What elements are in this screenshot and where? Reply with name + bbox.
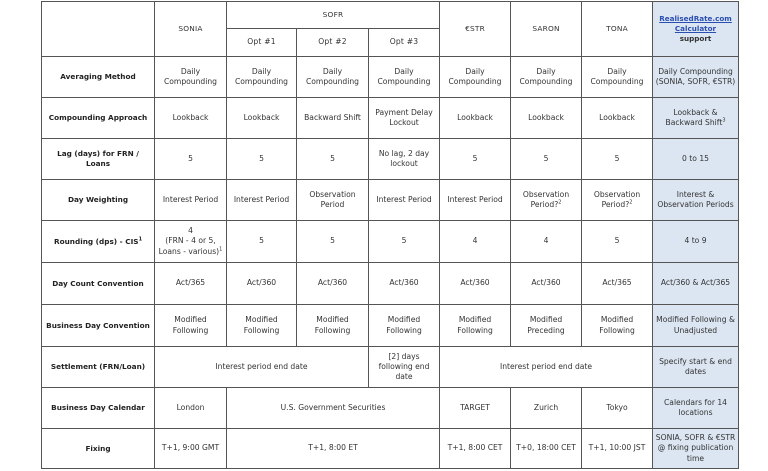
cell-estr: Modified Following [440,305,511,347]
cell-tona: Tokyo [582,388,653,429]
row-day-count [42,263,739,305]
cell-sofr-opt1: Modified Following [227,305,297,347]
cell-support: 0 to 15 [653,139,739,180]
footnote-marker: 2 [558,199,562,206]
row-label [42,221,155,263]
cell-support: SONIA, SOFR & €STR @ fixing publication time [653,429,739,469]
row-settlement [42,347,739,388]
header-sonia: SONIA [155,2,227,57]
row-fixing [42,429,739,469]
cell-sofr-opt1: 5 [227,221,297,263]
row-label: Day Weighting [42,180,155,221]
footnote-marker: 3 [722,117,726,124]
cell-sonia: Lookback [155,98,227,139]
row-label: Business Day Convention [42,305,155,347]
cell-sofr-opt2: 5 [297,139,369,180]
row-label: Averaging Method [42,57,155,98]
cell-sofr-opt1: Lookback [227,98,297,139]
header-estr: €STR [440,2,511,57]
cell-sonia: 5 [155,139,227,180]
cell-sofr-opt2: Modified Following [297,305,369,347]
cell-sonia: Modified Following [155,305,227,347]
header-saron: SARON [511,2,582,57]
rate-comparison-table [41,1,739,469]
cell-sofr: T+1, 8:00 ET [227,429,440,469]
row-averaging-method [42,57,739,98]
footnote-marker: 2 [629,199,633,206]
header-sofr-opt1: Opt #1 [227,29,297,57]
cell-support: Calendars for 14 locations [653,388,739,429]
cell-sofr-opt1: 5 [227,139,297,180]
cell-sonia: London [155,388,227,429]
row-business-day-calendar [42,388,739,429]
row-label-text: Rounding (dps) - CIS [53,236,139,246]
cell-support: Act/360 & Act/365 [653,263,739,305]
cell-sonia: Daily Compounding [155,57,227,98]
row-label: Lag (days) for FRN / Loans [42,139,155,180]
cell-support: Modified Following & Unadjusted [653,305,739,347]
cell-support: Specify start & end dates [653,347,739,388]
row-label: Day Count Convention [42,263,155,305]
header-sofr-opt2: Opt #2 [297,29,369,57]
cell-support: 4 to 9 [653,221,739,263]
cell-sofr-opt3: No lag, 2 day lockout [369,139,440,180]
cell-estr: Daily Compounding [440,57,511,98]
cell-sofr-opt3: Act/360 [369,263,440,305]
support-label: support [679,34,712,44]
footnote-marker: 1 [138,236,143,243]
header-corner-cell [42,2,155,57]
cell-sofr-opt3: Interest Period [369,180,440,221]
cell-sonia [155,221,227,263]
cell-saron: Zurich [511,388,582,429]
cell-tona: Act/365 [582,263,653,305]
header-sofr: SOFR [227,2,440,29]
cell-tona: Modified Following [582,305,653,347]
cell-saron: Act/360 [511,263,582,305]
row-label: Fixing [42,429,155,469]
cell-sonia-sofr-settlement: Interest period end date [155,347,369,388]
header-tona: TONA [582,2,653,57]
cell-sofr-opt1: Daily Compounding [227,57,297,98]
cell-saron: 5 [511,139,582,180]
cell-sofr-opt3: Modified Following [369,305,440,347]
cell-sofr-opt2: Backward Shift [297,98,369,139]
cell-subtext: (FRN - 4 or 5, Loans - various) [158,236,220,256]
cell-estr-tona-settlement: Interest period end date [440,347,653,388]
cell-text: 4 [188,226,193,236]
cell-support: Daily Compounding (SONIA, SOFR, €STR) [653,57,739,98]
cell-estr: 4 [440,221,511,263]
cell-saron: Modified Preceding [511,305,582,347]
cell-sofr: U.S. Government Securities [227,388,440,429]
cell-tona: Lookback [582,98,653,139]
cell-sonia: Act/365 [155,263,227,305]
cell-estr: Act/360 [440,263,511,305]
cell-estr: Lookback [440,98,511,139]
calculator-link[interactable]: Calculator [674,23,717,33]
cell-tona: Daily Compounding [582,57,653,98]
cell-sofr-opt3: 5 [369,221,440,263]
cell-support: Interest & Observation Periods [653,180,739,221]
row-rounding [42,221,739,263]
cell-sonia: Interest Period [155,180,227,221]
cell-sofr-opt3: [2] days following end date [369,347,440,388]
cell-sofr-opt2: Act/360 [297,263,369,305]
realisedrate-link[interactable]: RealisedRate.com [659,13,732,23]
cell-sofr-opt2: Observation Period [297,180,369,221]
header-sofr-opt3: Opt #3 [369,29,440,57]
support-text: Lookback & Backward Shift [665,107,723,127]
cell-sonia: T+1, 9:00 GMT [155,429,227,469]
cell-sofr-opt3: Daily Compounding [369,57,440,98]
cell-sofr-opt3: Payment Delay Lockout [369,98,440,139]
cell-tona [582,180,653,221]
row-lag-days [42,139,739,180]
cell-sofr-opt1: Act/360 [227,263,297,305]
cell-saron [511,180,582,221]
cell-estr: 5 [440,139,511,180]
cell-text: Observation Period? [593,189,641,209]
header-row-top [42,2,739,29]
cell-support [653,98,739,139]
row-compounding-approach [42,98,739,139]
cell-saron: Daily Compounding [511,57,582,98]
cell-tona: T+1, 10:00 JST [582,429,653,469]
cell-sofr-opt2: 5 [297,221,369,263]
row-day-weighting [42,180,739,221]
row-label: Compounding Approach [42,98,155,139]
cell-saron: Lookback [511,98,582,139]
row-label: Business Day Calendar [42,388,155,429]
cell-tona: 5 [582,139,653,180]
cell-estr: T+1, 8:00 CET [440,429,511,469]
cell-sofr-opt1: Interest Period [227,180,297,221]
cell-tona: 5 [582,221,653,263]
row-business-day-convention [42,305,739,347]
cell-estr: TARGET [440,388,511,429]
row-label: Settlement (FRN/Loan) [42,347,155,388]
cell-text: Observation Period? [522,189,570,209]
cell-saron: 4 [511,221,582,263]
cell-sofr-opt2: Daily Compounding [297,57,369,98]
cell-saron: T+0, 18:00 CET [511,429,582,469]
footnote-marker: 1 [219,246,223,253]
header-support [653,2,739,57]
cell-estr: Interest Period [440,180,511,221]
